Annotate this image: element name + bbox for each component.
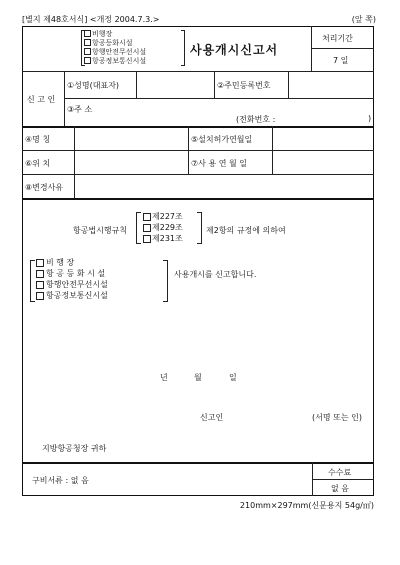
facility-item [36,279,108,290]
addressee: 지방항공청장 귀하 [42,444,107,453]
facility-item [84,56,146,65]
facility-label: 항 공 등 화 시 설 [46,269,106,278]
permit-date-field[interactable] [273,127,373,149]
article-label: 제231조 [152,234,183,243]
facility-label: 항행안전무선시설 [92,47,147,56]
facility-label: 항공정보통신시설 [46,291,108,300]
form-reference: [별지 제48호서식] <개정 2004.7.3.> [22,15,160,24]
regulation-label: 항공법시행규칙 [73,226,128,235]
rrn-field[interactable] [289,72,373,97]
applicant-section-label: 신 고 인 [27,95,56,104]
facility-item [36,257,108,268]
facility-bracket-right [163,260,168,302]
date-month: 월 [194,373,202,382]
page-side-note: (앞 쪽) [351,15,376,24]
use-date-field[interactable] [273,151,373,173]
article-label: 제229조 [152,223,183,232]
sign-note: (서명 또는 인) [312,413,362,422]
bracket-right [181,30,185,66]
checkbox-icon[interactable] [143,224,151,232]
use-date-label: ⑦사 용 연 월 일 [191,159,247,168]
checkbox-icon[interactable] [36,270,44,278]
checkbox-icon[interactable] [84,30,91,37]
checkbox-icon[interactable] [84,39,91,46]
facility-bracket-left [30,260,35,302]
form-title: 사용개시신고서 [190,43,279,57]
date-day: 일 [229,373,237,382]
facility-label: 항공등화시설 [92,38,133,47]
declaration-text: 사용개시를 신고합니다. [174,270,257,279]
article-item [143,211,183,222]
checkbox-icon[interactable] [143,235,151,243]
paper-note: 210mm×297mm(신문용지 54g/㎡) [239,501,374,510]
facility-name-field[interactable] [75,127,187,149]
facility-label: 비행장 [92,29,113,38]
checkbox-icon[interactable] [84,48,91,55]
facility-label: 비 행 장 [46,258,75,267]
signer-label: 신고인 [200,413,224,422]
facility-item [36,268,108,279]
change-reason-label: ⑧변경사유 [25,183,64,192]
facility-item [36,290,108,301]
permit-date-label: ⑤설치허가연월일 [191,135,253,144]
articles-bracket-left [136,212,141,244]
checkbox-icon[interactable] [36,281,44,289]
article-label: 제227조 [152,212,183,221]
location-label: ⑥위 치 [25,159,51,168]
article-list [143,211,183,244]
checkbox-icon[interactable] [143,213,151,221]
facility-label: 항행안전무선시설 [46,280,108,289]
fee-label: 수수료 [328,468,352,477]
phone-label: (전화번호 : [236,115,276,124]
article-item [143,222,183,233]
checkbox-icon[interactable] [36,259,44,267]
facility-name-label: ④명 칭 [25,135,51,144]
rrn-label: ②주민등록번호 [217,81,271,90]
attachments-label: 구비서류 : 없 음 [32,476,89,485]
checkbox-icon[interactable] [36,292,44,300]
name-field[interactable] [137,72,213,97]
facility-list-top [84,29,146,65]
name-label: ①성명(대표자) [67,81,120,90]
deadline-value: 7 일 [333,56,349,65]
address-label: ③주 소 [67,105,93,114]
article-item [143,233,183,244]
facility-list-body [36,257,108,301]
bracket-left [81,30,85,66]
location-field[interactable] [75,151,187,173]
regulation-suffix: 제2항의 규정에 의하여 [206,226,286,235]
change-reason-field[interactable] [75,175,373,197]
phone-close: ) [368,114,372,123]
articles-bracket-right [197,212,202,244]
deadline-label: 처리기간 [322,34,353,43]
facility-label: 항공정보통신시설 [92,56,147,65]
date-year: 년 [160,373,168,382]
checkbox-icon[interactable] [84,57,91,64]
fee-value: 없 음 [331,484,349,493]
